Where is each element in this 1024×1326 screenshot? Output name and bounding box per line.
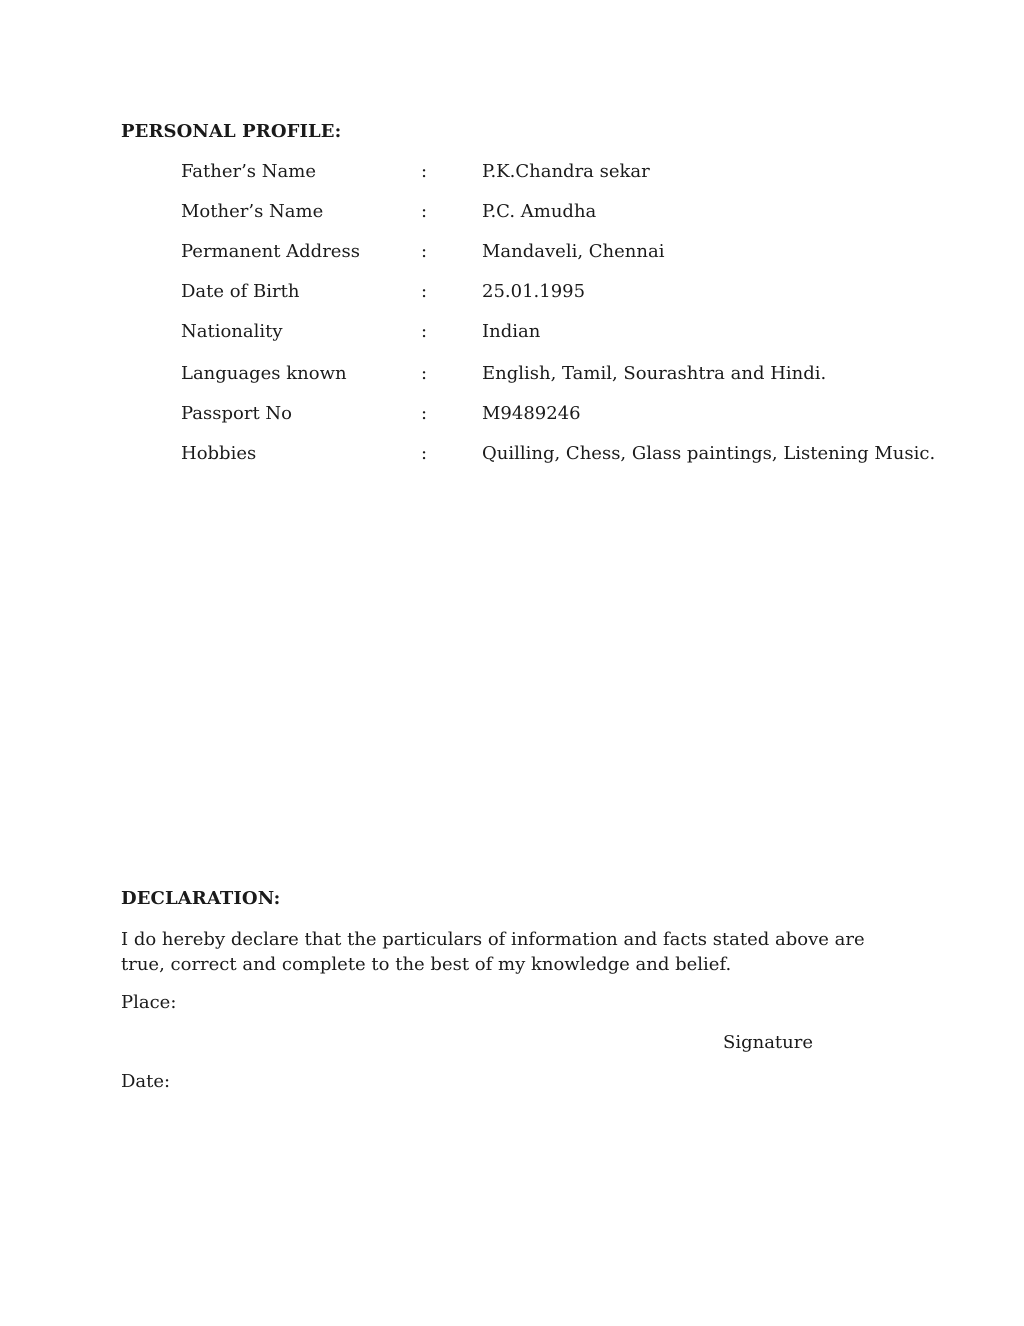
profile-value: Mandaveli, Chennai — [482, 241, 665, 262]
declaration-heading: DECLARATION: — [121, 888, 281, 909]
place-label: Place: — [121, 992, 177, 1013]
profile-separator: : — [421, 321, 428, 342]
profile-separator: : — [421, 161, 428, 182]
profile-value: 25.01.1995 — [482, 281, 586, 302]
profile-separator: : — [421, 443, 428, 464]
profile-row-mothers-name — [181, 201, 961, 241]
date-label: Date: — [121, 1071, 171, 1092]
profile-label: Mother’s Name — [181, 201, 324, 222]
profile-row-passport-no — [181, 403, 961, 443]
profile-value: English, Tamil, Sourashtra and Hindi. — [482, 363, 827, 384]
profile-separator: : — [421, 241, 428, 262]
profile-row-hobbies — [181, 443, 961, 483]
profile-separator: : — [421, 363, 428, 384]
profile-value: P.K.Chandra sekar — [482, 161, 650, 182]
profile-separator: : — [421, 403, 428, 424]
profile-label: Passport No — [181, 403, 293, 424]
profile-row-nationality — [181, 321, 961, 363]
profile-label: Hobbies — [181, 443, 257, 464]
profile-value: P.C. Amudha — [482, 201, 597, 222]
profile-label: Languages known — [181, 363, 347, 384]
profile-separator: : — [421, 281, 428, 302]
personal-profile-table — [181, 161, 961, 483]
personal-profile-heading: PERSONAL PROFILE: — [121, 121, 342, 142]
profile-separator: : — [421, 201, 428, 222]
declaration-text: I do hereby declare that the particulars of information and facts stated above are true, correct and complete to the best of my knowledge and belief. — [121, 929, 865, 975]
profile-label: Father’s Name — [181, 161, 316, 182]
profile-value: Indian — [482, 321, 541, 342]
signature-label: Signature — [723, 1032, 814, 1053]
profile-label: Permanent Address — [181, 241, 360, 262]
profile-row-languages-known — [181, 363, 961, 403]
profile-label: Date of Birth — [181, 281, 300, 302]
profile-row-date-of-birth — [181, 281, 961, 321]
profile-row-permanent-address — [181, 241, 961, 281]
profile-row-fathers-name — [181, 161, 961, 201]
profile-label: Nationality — [181, 321, 283, 342]
profile-value: Quilling, Chess, Glass paintings, Listening Music. — [482, 443, 936, 464]
profile-value: M9489246 — [482, 403, 581, 424]
